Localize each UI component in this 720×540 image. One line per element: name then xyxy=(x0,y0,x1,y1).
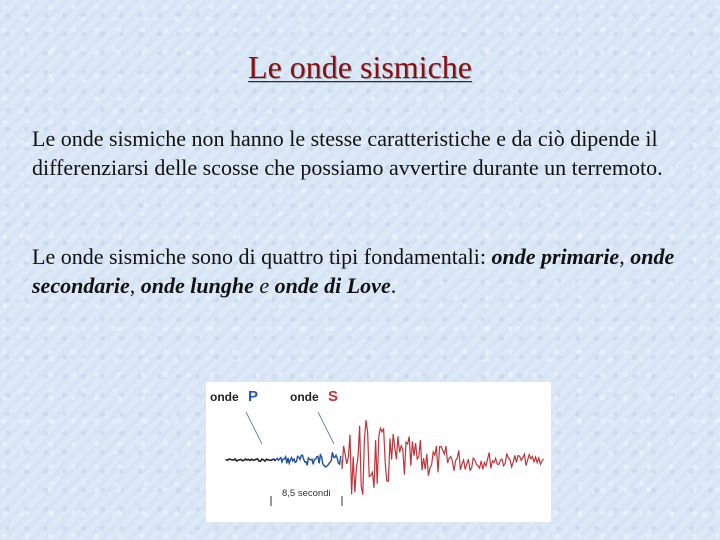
separator-and: e xyxy=(253,273,275,298)
slide-title-text: Le onde sismiche xyxy=(248,49,472,85)
label-s-letter: S xyxy=(328,388,339,405)
interval-label: 8,5 secondi xyxy=(282,488,331,499)
wave-type-love: onde di Love xyxy=(274,273,391,298)
wave-type-long: onde lunghe xyxy=(140,273,254,298)
label-s-prefix: onde xyxy=(290,390,319,404)
paragraph-intro: Le onde sismiche non hanno le stesse caratteristiche e da ciò dipende il differenziarsi delle scosse che possiamo avvertire durante un terremoto. xyxy=(32,126,663,180)
label-p-letter: P xyxy=(248,388,259,405)
separator-comma-1: , xyxy=(619,244,631,269)
wave-type-primary: onde primarie xyxy=(491,244,620,269)
p-wave-trace xyxy=(276,452,341,467)
s-wave-trace xyxy=(342,420,544,494)
pointer-line-s xyxy=(318,412,334,444)
paragraph-wave-types xyxy=(32,242,692,300)
baseline-trace xyxy=(226,459,276,461)
seismogram-figure xyxy=(206,382,551,522)
end-period: . xyxy=(390,273,397,298)
seismogram-image xyxy=(206,382,551,522)
pointer-line-p xyxy=(246,412,262,444)
label-p-prefix: onde xyxy=(210,390,239,404)
slide-title xyxy=(0,50,720,85)
separator-comma-2: , xyxy=(129,273,141,298)
wave-types-lead: Le onde sismiche sono di quattro tipi fondamentali: xyxy=(32,244,492,269)
wave-type-secondary: onde secondarie xyxy=(32,244,675,298)
